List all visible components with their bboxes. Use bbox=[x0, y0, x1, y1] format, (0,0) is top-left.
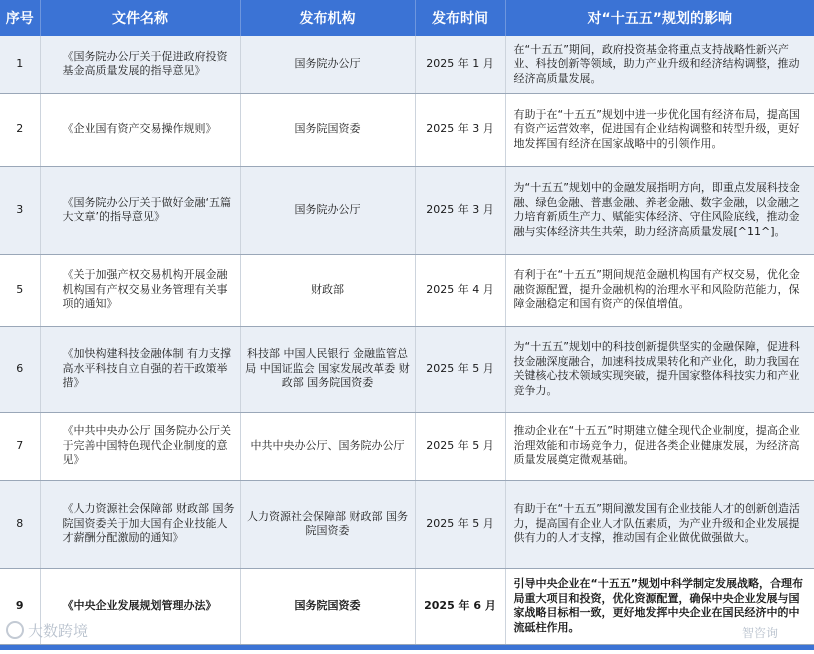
table-row bbox=[0, 412, 814, 480]
impact: 有助于在“十五五”期间激发国有企业技能人才的创新创造活力，提高国有企业人才队伍素质，为产业升级和企业发展提供有力的人才支撑，推动国有企业做优做强做大。 bbox=[505, 480, 814, 568]
issue-date: 2025 年 3 月 bbox=[415, 166, 505, 254]
issuer: 中共中央办公厅、国务院办公厅 bbox=[240, 412, 415, 480]
row-number: 9 bbox=[0, 568, 40, 644]
issue-date: 2025 年 5 月 bbox=[415, 480, 505, 568]
row-number: 6 bbox=[0, 326, 40, 412]
table-header-row bbox=[0, 0, 814, 36]
issue-date: 2025 年 6 月 bbox=[415, 568, 505, 644]
table-row bbox=[0, 36, 814, 93]
document-name: 《中央企业发展规划管理办法》 bbox=[40, 568, 240, 644]
impact: 引导中央企业在“十五五”规划中科学制定发展战略，合理布局重大项目和投资，优化资源配置，确保中央企业发展与国家战略目标相一致，更好地发挥中央企业在国民经济中的中流砥柱作用。 bbox=[505, 568, 814, 644]
table-row bbox=[0, 568, 814, 644]
issuer: 国务院办公厅 bbox=[240, 36, 415, 93]
document-name: 《人力资源社会保障部 财政部 国务院国资委关于加大国有企业技能人才薪酬分配激励的通知》 bbox=[40, 480, 240, 568]
impact: 有助于在“十五五”规划中进一步优化国有经济布局，提高国有资产运营效率，促进国有企业结构调整和转型升级，更好地发挥国有经济在国家战略中的引领作用。 bbox=[505, 93, 814, 166]
watermark-right: 智咨询 bbox=[742, 626, 779, 640]
table-row bbox=[0, 480, 814, 568]
table-row bbox=[0, 93, 814, 166]
row-number: 7 bbox=[0, 412, 40, 480]
impact: 有利于在“十五五”期间规范金融机构国有产权交易，优化金融资源配置，提升金融机构的治理水平和风险防范能力，保障金融稳定和国有资产的保值增值。 bbox=[505, 254, 814, 326]
issue-date: 2025 年 1 月 bbox=[415, 36, 505, 93]
issuer: 人力资源社会保障部 财政部 国务院国资委 bbox=[240, 480, 415, 568]
document-name: 《国务院办公厅关于做好金融‘五篇大文章’的指导意见》 bbox=[40, 166, 240, 254]
row-number: 2 bbox=[0, 93, 40, 166]
issuer: 国务院国资委 bbox=[240, 93, 415, 166]
document-name: 《关于加强产权交易机构开展金融机构国有产权交易业务管理有关事项的通知》 bbox=[40, 254, 240, 326]
header-no: 序号 bbox=[0, 0, 40, 36]
table-row bbox=[0, 326, 814, 412]
issuer: 财政部 bbox=[240, 254, 415, 326]
impact: 在“十五五”期间，政府投资基金将重点支持战略性新兴产业、科技创新等领域，助力产业升级和经济结构调整，推动经济高质量发展。 bbox=[505, 36, 814, 93]
document-name: 《中共中央办公厅 国务院办公厅关于完善中国特色现代企业制度的意见》 bbox=[40, 412, 240, 480]
watermark-logo-icon bbox=[6, 621, 24, 639]
bottom-divider bbox=[0, 645, 814, 650]
header-impact: 对“十五五”规划的影响 bbox=[505, 0, 814, 36]
document-name: 《国务院办公厅关于促进政府投资基金高质量发展的指导意见》 bbox=[40, 36, 240, 93]
issue-date: 2025 年 5 月 bbox=[415, 412, 505, 480]
header-issuer: 发布机构 bbox=[240, 0, 415, 36]
row-number: 5 bbox=[0, 254, 40, 326]
row-number: 1 bbox=[0, 36, 40, 93]
row-number: 3 bbox=[0, 166, 40, 254]
header-date: 发布时间 bbox=[415, 0, 505, 36]
impact: 推动企业在“十五五”时期建立健全现代企业制度，提高企业治理效能和市场竞争力，促进各类企业健康发展，为经济高质量发展奠定微观基础。 bbox=[505, 412, 814, 480]
issuer: 国务院办公厅 bbox=[240, 166, 415, 254]
table-row bbox=[0, 166, 814, 254]
document-name: 《企业国有资产交易操作规则》 bbox=[40, 93, 240, 166]
header-document: 文件名称 bbox=[40, 0, 240, 36]
table-row bbox=[0, 254, 814, 326]
issue-date: 2025 年 4 月 bbox=[415, 254, 505, 326]
row-number: 8 bbox=[0, 480, 40, 568]
issue-date: 2025 年 3 月 bbox=[415, 93, 505, 166]
impact: 为“十五五”规划中的科技创新提供坚实的金融保障，促进科技金融深度融合，加速科技成果转化和产业化，助力我国在关键核心技术领域实现突破，提升国家整体科技实力和产业竞争力。 bbox=[505, 326, 814, 412]
issue-date: 2025 年 5 月 bbox=[415, 326, 505, 412]
document-name: 《加快构建科技金融体制 有力支撑高水平科技自立自强的若干政策举措》 bbox=[40, 326, 240, 412]
issuer: 国务院国资委 bbox=[240, 568, 415, 644]
impact: 为“十五五”规划中的金融发展指明方向，即重点发展科技金融、绿色金融、普惠金融、养老金融、数字金融，以金融之力培育新质生产力、赋能实体经济、守住风险底线，推动金融与实体经济共生共荣，助力经济高质量发展[^11^]。 bbox=[505, 166, 814, 254]
issuer: 科技部 中国人民银行 金融监管总局 中国证监会 国家发展改革委 财政部 国务院国资委 bbox=[240, 326, 415, 412]
watermark-left: 大数跨境 bbox=[6, 620, 88, 641]
